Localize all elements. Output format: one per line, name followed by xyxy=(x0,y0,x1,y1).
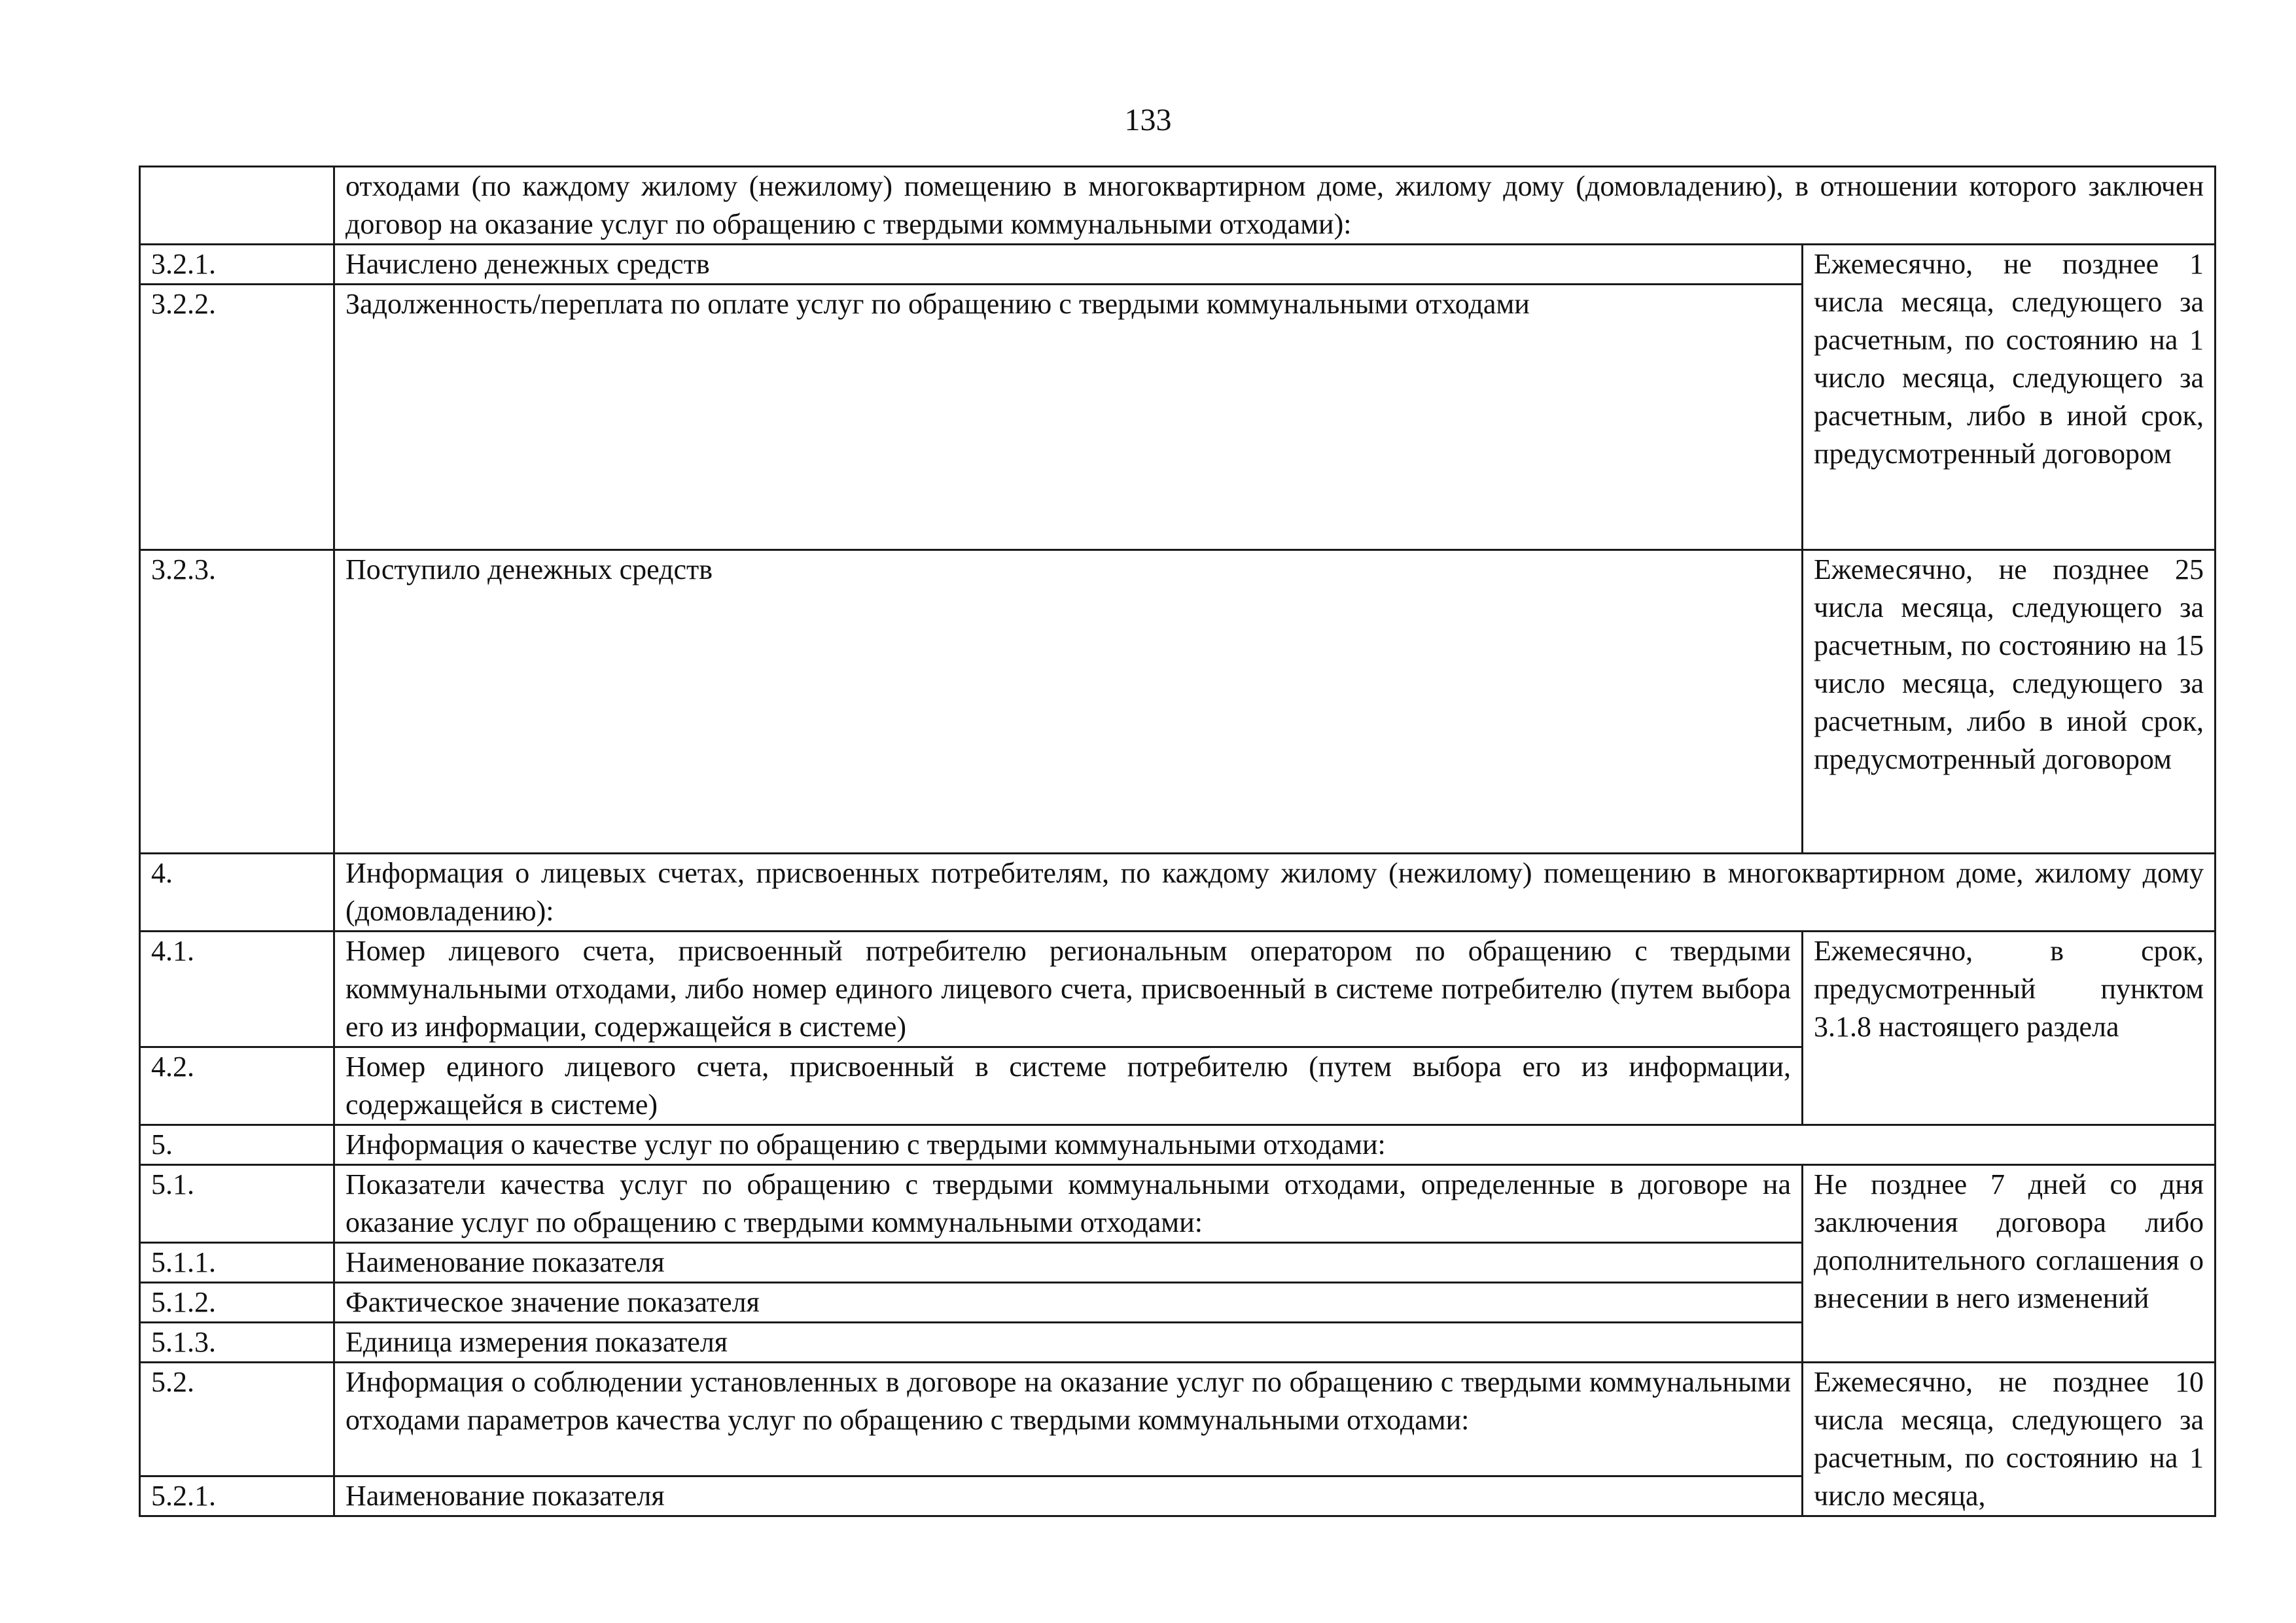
deadline-cell: Не позднее 7 дней со дня заключения договора либо дополнительного соглашения о внесении в него изменений xyxy=(1803,1165,2216,1363)
item-description: Задолженность/переплата по оплате услуг по обращению с твердыми коммунальными отходами xyxy=(334,285,1803,550)
item-description: Номер лицевого счета, присвоенный потребителю региональным оператором по обращению с твердыми коммунальными отходами, либо номер единого лицевого счета, присвоенный в системе потребителю (путем выбора его из информации, содержащейся в системе) xyxy=(334,932,1803,1047)
item-description: Единица измерения показателя xyxy=(334,1323,1803,1363)
item-number: 4. xyxy=(140,854,334,932)
item-number: 5.2.1. xyxy=(140,1476,334,1516)
item-number: 5.1. xyxy=(140,1165,334,1243)
item-number: 3.2.3. xyxy=(140,550,334,854)
item-number: 3.2.2. xyxy=(140,285,334,550)
deadline-cell: Ежемесячно, в срок, предусмотренный пунктом 3.1.8 настоящего раздела xyxy=(1803,932,2216,1125)
item-description: отходами (по каждому жилому (нежилому) помещению в многоквартирном доме, жилому дому (домовладению), в отношении которого заключен договор на оказание услуг по обращению с твердыми коммунальными отходами): xyxy=(334,167,2216,245)
deadline-cell: Ежемесячно, не позднее 25 числа месяца, следующего за расчетным, по состоянию на 15 число месяца, следующего за расчетным, либо в иной срок, предусмотренный договором xyxy=(1803,550,2216,854)
disclosure-table xyxy=(139,166,2216,1517)
deadline-cell: Ежемесячно, не позднее 10 числа месяца, следующего за расчетным, по состоянию на 1 число месяца, xyxy=(1803,1363,2216,1516)
item-number: 5.2. xyxy=(140,1363,334,1476)
item-number: 4.2. xyxy=(140,1047,334,1125)
table-row xyxy=(140,1363,2216,1476)
page-number: 133 xyxy=(1124,103,1172,137)
item-description: Информация о соблюдении установленных в договоре на оказание услуг по обращению с твердыми коммунальными отходами параметров качества услуг по обращению с твердыми коммунальными отходами: xyxy=(334,1363,1803,1476)
item-description: Информация о лицевых счетах, присвоенных потребителям, по каждому жилому (нежилому) помещению в многоквартирном доме, жилому дому (домовладению): xyxy=(334,854,2216,932)
item-number: 5.1.1. xyxy=(140,1243,334,1283)
item-description: Номер единого лицевого счета, присвоенный в системе потребителю (путем выбора его из информации, содержащейся в системе) xyxy=(334,1047,1803,1125)
table-row xyxy=(140,245,2216,285)
item-number xyxy=(140,167,334,245)
item-description: Начислено денежных средств xyxy=(334,245,1803,285)
item-number: 4.1. xyxy=(140,932,334,1047)
table-row xyxy=(140,167,2216,245)
item-description: Наименование показателя xyxy=(334,1476,1803,1516)
item-description: Поступило денежных средств xyxy=(334,550,1803,854)
item-number: 5.1.2. xyxy=(140,1283,334,1323)
item-description: Фактическое значение показателя xyxy=(334,1283,1803,1323)
table-row xyxy=(140,1125,2216,1165)
item-number: 3.2.1. xyxy=(140,245,334,285)
table-row xyxy=(140,550,2216,854)
item-description: Информация о качестве услуг по обращению с твердыми коммунальными отходами: xyxy=(334,1125,2216,1165)
table-row xyxy=(140,932,2216,1047)
item-description: Показатели качества услуг по обращению с твердыми коммунальными отходами, определенные в договоре на оказание услуг по обращению с твердыми коммунальными отходами: xyxy=(334,1165,1803,1243)
item-number: 5. xyxy=(140,1125,334,1165)
table-row xyxy=(140,1165,2216,1243)
deadline-cell: Ежемесячно, не позднее 1 числа месяца, следующего за расчетным, по состоянию на 1 число месяца, следующего за расчетным, либо в иной срок, предусмотренный договором xyxy=(1803,245,2216,550)
table-row xyxy=(140,854,2216,932)
item-description: Наименование показателя xyxy=(334,1243,1803,1283)
item-number: 5.1.3. xyxy=(140,1323,334,1363)
